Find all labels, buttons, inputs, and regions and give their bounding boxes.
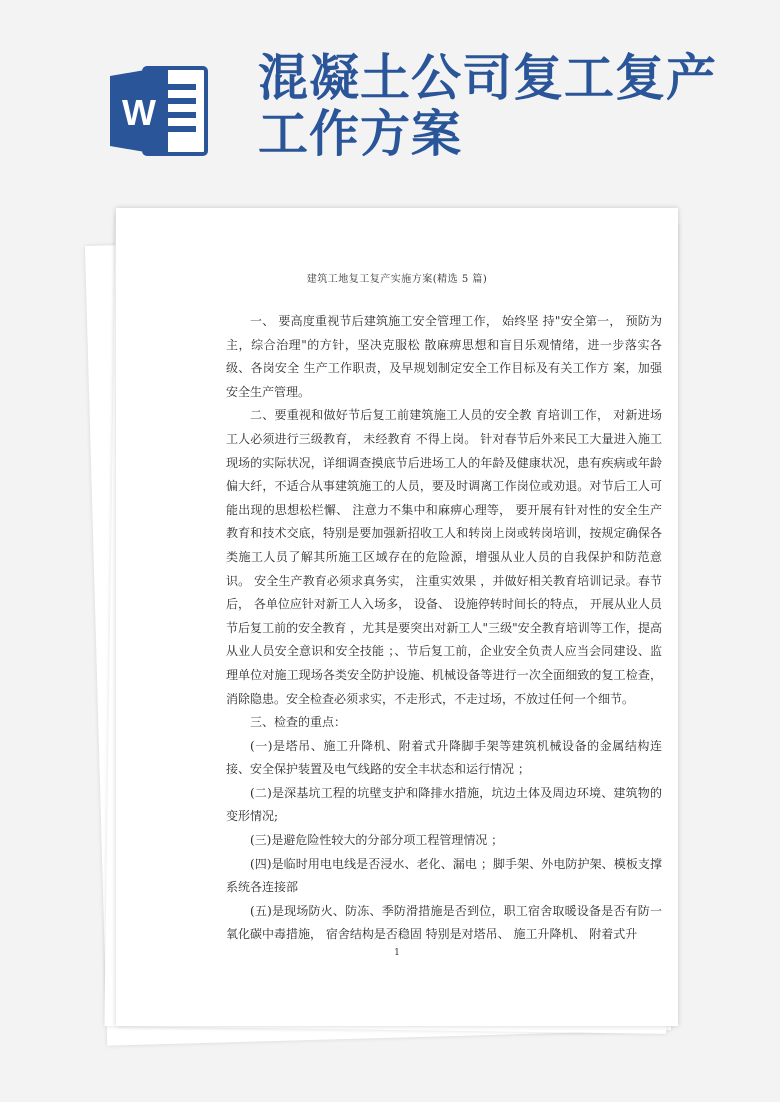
paragraph: 一、 要高度重视节后建筑施工安全管理工作， 始终坚 持"安全第一， 预防为主，综合治理"的方针，坚决克服松 散麻痹思想和盲目乐观情绪，进一步落实各级、各岗安全 生产工作职责，及早规划制定安全工作目标及有关工作方 案，加强安全生产管理。 <box>226 314 662 399</box>
paragraph: (五)是现场防火、防冻、季防滑措施是否到位，职工宿舍取暖设备是否有防一氧化碳中毒措施， 宿舍结构是否稳固 特别是对塔吊、 施工升降机、 附着式升 <box>226 903 662 942</box>
cover-title: 混凝土公司复工复产工作方案 <box>258 49 717 163</box>
document-page <box>116 208 678 1026</box>
paragraph: (四)是临时用电电线是否浸水、老化、漏电 ；脚手架、外电防护架、模板支撑系统各连接部 <box>226 856 662 895</box>
document-body <box>226 310 662 947</box>
word-document-icon <box>110 62 210 160</box>
paragraph: 二、要重视和做好节后复工前建筑施工人员的安全教 育培训工作， 对新进场工人必须进行三级教育， 未经教育 不得上岗。 针对春节后外来民工大量进入施工现场的实际状况，详细调查摸底节后进场工人的年龄及健康状况，患有疾病或年龄偏大纤，不适合从事建筑施工的人员，要及时调离工作岗位或劝退。对节后工人可能出现的思想松栏懈、 注意力不集中和麻痹心理等， 要开展有针对性的安全生产教育和技术交底，特别是要加强新招收工人和转岗上岗或转岗培训，按规定确保各类施工人员了解其所施工区域存在的危险源，增强从业人员的自我保护和防范意识。 安全生产教育必须求真务实， 注重实效果 ，并做好相关教育培训记录。春节后， 各单位应针对新工人入场多， 设备、 设施停转时间长的特点， 开展从业人员节后复工前的安全教育 ，尤其是要突出对新工人"三级"安全教育培训等工作，提高从业人员安全意识和安全技能 ；、节后复工前，企业安全负责人应当会同建设、监理单位对施工现场各类安全防护设施、机械设备等进行一次全面细致的复工检查，消除隐患。安全检查必须求实，不走形式，不走过场，不放过任何一个细节。 <box>226 408 662 706</box>
paragraph: (一)是塔吊、施工升降机、附着式升降脚手架等建筑机械设备的金属结构连接、安全保护装置及电气线路的安全丰状态和运行情况 ； <box>226 738 662 777</box>
paragraph: (二)是深基坑工程的坑壁支护和降排水措施，坑边土体及周边环境、建筑物的变形情况; <box>226 785 662 824</box>
svg-text:W: W <box>122 92 156 133</box>
paragraph: 三、检查的重点： <box>250 715 347 730</box>
page-number: 1 <box>394 948 400 958</box>
paragraph: (三)是避危险性较大的分部分项工程管理情况 ； <box>250 833 504 848</box>
document-heading: 建筑工地复工复产实施方案(精选 5 篇) <box>306 274 488 285</box>
